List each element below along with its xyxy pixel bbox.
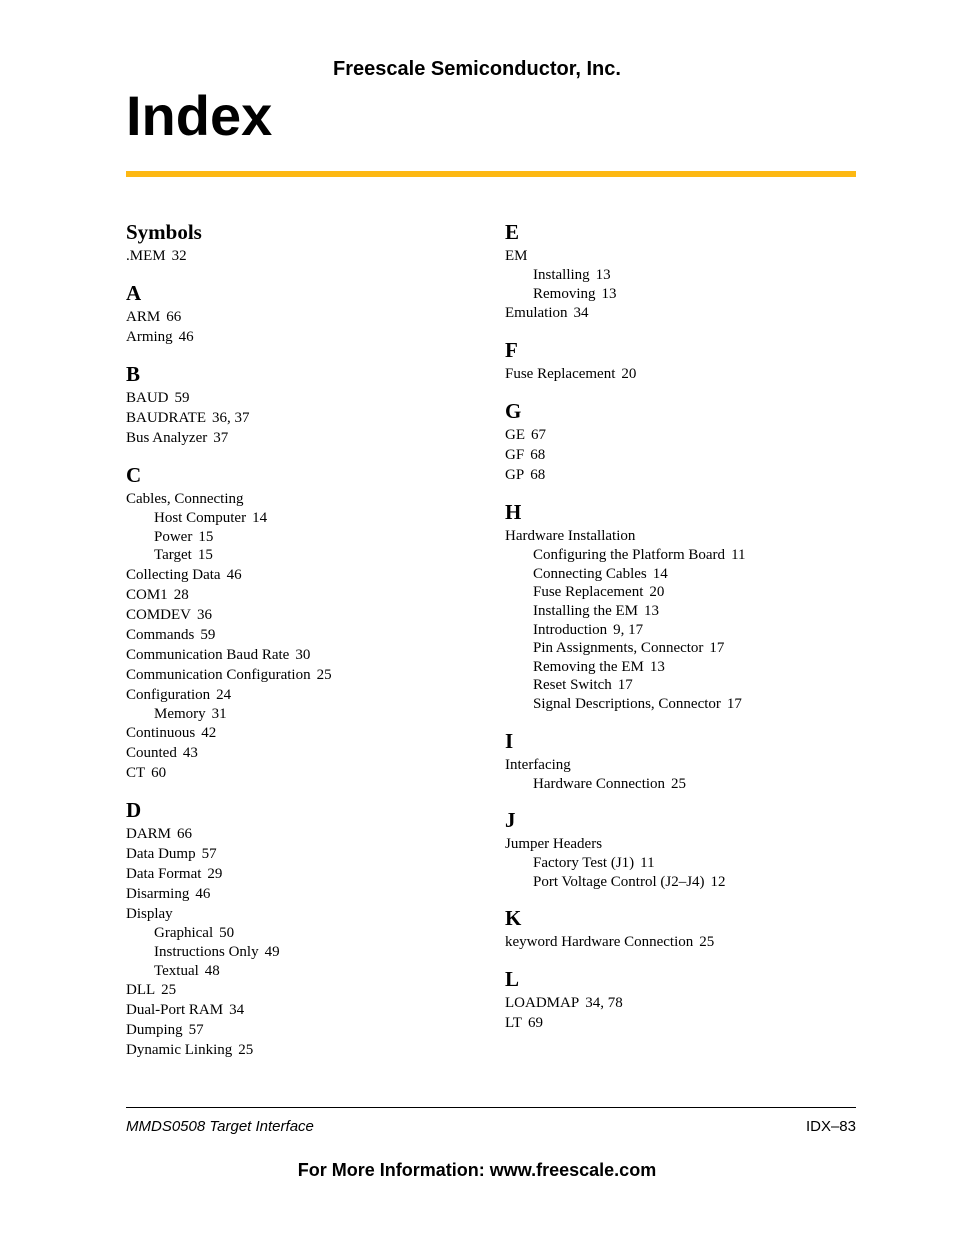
index-entry — [126, 665, 486, 685]
entry-pages: 68 — [530, 467, 546, 484]
subentry-term: Memory — [154, 705, 206, 722]
entry-term: Disarming — [126, 886, 190, 903]
page-title: Index — [126, 84, 273, 147]
subentry-term: Introduction — [533, 621, 608, 638]
index-entry — [126, 685, 486, 705]
section-letter: Symbols — [126, 220, 202, 244]
index-entry — [505, 246, 865, 266]
entry-term: ARM — [126, 309, 161, 325]
entry-term: Arming — [126, 329, 173, 345]
subentry-term: Power — [154, 528, 193, 545]
subentry-pages: 11 — [640, 855, 655, 872]
entry-term: Fuse Replacement — [505, 366, 616, 383]
index-entry — [505, 755, 865, 775]
subentry-term: Signal Descriptions, Connector — [533, 695, 721, 712]
entry-term: Hardware Installation — [505, 528, 636, 545]
more-info-banner: For More Information: www.freescale.com — [297, 1160, 657, 1180]
index-entry — [126, 327, 486, 347]
entry-pages: 67 — [531, 427, 546, 444]
subentry-pages: 49 — [264, 943, 280, 960]
index-entry — [126, 723, 486, 743]
index-subentry — [126, 528, 486, 547]
entry-pages: 24 — [216, 686, 232, 703]
company-banner: Freescale Semiconductor, Inc. — [333, 58, 621, 80]
footer-page-number: IDX–83 — [805, 1118, 856, 1135]
index-subentry — [505, 658, 865, 677]
entry-pages: 25 — [161, 982, 177, 999]
entry-term: Counted — [126, 745, 177, 762]
index-entry — [126, 763, 486, 783]
entry-term: .MEM — [126, 248, 166, 264]
subentry-pages: 17 — [726, 695, 742, 712]
index-subentry — [126, 509, 486, 528]
index-section — [126, 463, 486, 783]
entry-term: keyword Hardware Connection — [505, 934, 694, 951]
index-subentry — [505, 873, 865, 892]
index-entry — [505, 834, 865, 854]
index-section — [505, 729, 865, 794]
index-section — [505, 967, 865, 1033]
entry-pages: 25 — [238, 1042, 254, 1059]
section-letter: B — [126, 362, 141, 386]
entry-pages: 66 — [177, 826, 193, 843]
index-entry — [505, 364, 865, 384]
index-column-right — [505, 220, 865, 1048]
entry-pages: 69 — [527, 1015, 543, 1032]
index-section — [505, 500, 865, 713]
entry-term: COM1 — [126, 586, 168, 603]
subentry-pages: 15 — [197, 547, 213, 564]
index-section — [126, 220, 486, 266]
index-section — [505, 808, 865, 891]
index-entry — [126, 645, 486, 665]
subentry-term: Fuse Replacement — [533, 584, 644, 601]
entry-term: Dual-Port RAM — [126, 1002, 224, 1019]
subentry-term: Host Computer — [154, 510, 247, 526]
entry-term: Interfacing — [505, 756, 571, 773]
entry-pages: 34 — [229, 1002, 245, 1019]
subentry-term: Installing the EM — [533, 602, 638, 619]
entry-pages: 59 — [200, 626, 216, 643]
entry-pages: 30 — [295, 646, 311, 663]
section-letter: A — [126, 281, 142, 305]
index-subentry — [126, 924, 486, 943]
index-subentry — [126, 943, 486, 962]
subentry-term: Instructions Only — [154, 943, 259, 960]
index-entry — [505, 465, 865, 485]
index-subentry — [505, 583, 865, 602]
index-section — [126, 281, 486, 347]
entry-term: Communication Baud Rate — [126, 646, 290, 663]
entry-pages: 34, 78 — [585, 995, 623, 1012]
subentry-term: Factory Test (J1) — [533, 855, 635, 872]
section-letter: I — [505, 728, 514, 753]
index-section — [126, 362, 486, 448]
entry-pages: 57 — [201, 846, 217, 863]
entry-term: COMDEV — [126, 606, 192, 623]
section-letter: D — [126, 798, 142, 823]
index-entry — [505, 1013, 865, 1033]
subentry-pages: 48 — [204, 962, 220, 979]
subentry-pages: 50 — [219, 925, 235, 942]
index-entry — [126, 428, 486, 448]
index-entry — [126, 625, 486, 645]
index-subentry — [505, 621, 865, 640]
entry-term: GF — [505, 447, 525, 464]
subentry-pages: 13 — [644, 602, 659, 619]
index-entry — [505, 932, 865, 952]
index-entry — [505, 425, 865, 445]
entry-term: Dumping — [126, 1022, 183, 1039]
subentry-pages: 11 — [731, 547, 746, 564]
subentry-pages: 13 — [601, 285, 617, 302]
footer-rule — [126, 1107, 856, 1108]
index-section — [505, 220, 865, 323]
subentry-pages: 12 — [710, 873, 726, 890]
entry-term: Configuration — [126, 686, 211, 703]
entry-term: Continuous — [126, 725, 196, 742]
entry-pages: 32 — [171, 248, 187, 264]
entry-term: LT — [505, 1015, 522, 1032]
index-subentry — [505, 266, 865, 285]
entry-pages: 37 — [213, 430, 229, 446]
subentry-pages: 9, 17 — [613, 621, 644, 638]
index-entry — [505, 993, 865, 1013]
index-subentry — [505, 546, 865, 565]
index-entry — [126, 565, 486, 585]
subentry-term: Graphical — [154, 925, 214, 942]
section-letter: L — [505, 967, 520, 992]
index-entry — [505, 303, 865, 323]
subentry-term: Removing the EM — [533, 658, 644, 675]
entry-pages: 66 — [166, 309, 182, 325]
entry-pages: 28 — [173, 586, 189, 603]
subentry-term: Port Voltage Control (J2–J4) — [533, 873, 705, 890]
entry-term: Display — [126, 906, 173, 923]
index-entry — [126, 824, 486, 844]
subentry-term: Textual — [154, 962, 199, 979]
index-subentry — [126, 546, 486, 565]
entry-term: BAUDRATE — [126, 410, 207, 426]
subentry-term: Hardware Connection — [533, 775, 666, 792]
subentry-pages: 17 — [709, 640, 725, 657]
entry-term: Collecting Data — [126, 566, 221, 583]
subentry-pages: 14 — [252, 510, 268, 526]
entry-pages: 60 — [151, 765, 167, 782]
entry-pages: 42 — [201, 725, 217, 742]
section-letter: F — [505, 338, 518, 363]
index-entry — [126, 1040, 486, 1060]
entry-term: Communication Configuration — [126, 666, 311, 683]
subentry-pages: 17 — [617, 677, 633, 694]
section-letter: C — [126, 463, 142, 487]
index-section — [505, 338, 865, 384]
index-entry — [126, 884, 486, 904]
section-letter: G — [505, 399, 522, 424]
footer-doc-title: MMDS0508 Target Interface — [126, 1118, 314, 1135]
index-subentry — [505, 676, 865, 695]
entry-term: DLL — [126, 982, 156, 999]
index-entry — [126, 246, 486, 266]
index-entry — [126, 743, 486, 763]
index-subentry — [505, 285, 865, 304]
entry-term: Jumper Headers — [505, 836, 603, 853]
section-letter: K — [505, 906, 522, 931]
subentry-pages: 13 — [649, 658, 665, 675]
entry-pages: 46 — [226, 566, 242, 583]
entry-pages: 68 — [530, 447, 546, 464]
index-subentry — [126, 705, 486, 724]
entry-term: Dynamic Linking — [126, 1042, 233, 1059]
index-entry — [126, 605, 486, 625]
index-column-left — [126, 220, 486, 1075]
index-entry — [505, 526, 865, 546]
entry-term: Bus Analyzer — [126, 430, 208, 446]
index-section — [505, 399, 865, 485]
subentry-pages: 15 — [198, 528, 214, 545]
entry-pages: 36 — [197, 606, 213, 623]
index-subentry — [126, 962, 486, 981]
entry-pages: 57 — [188, 1022, 204, 1039]
entry-term: GE — [505, 427, 525, 444]
index-entry — [126, 1000, 486, 1020]
subentry-term: Reset Switch — [533, 677, 612, 694]
index-entry — [126, 844, 486, 864]
subentry-term: Configuring the Platform Board — [533, 547, 726, 564]
index-entry — [505, 445, 865, 465]
subentry-term: Target — [154, 547, 192, 564]
index-subentry — [505, 695, 865, 714]
entry-pages: 59 — [174, 390, 190, 406]
entry-term: Cables, Connecting — [126, 491, 244, 507]
section-letter: H — [505, 500, 522, 525]
section-letter: E — [505, 220, 520, 244]
index-entry — [126, 489, 486, 509]
index-entry — [126, 980, 486, 1000]
entry-term: Commands — [126, 626, 195, 643]
entry-term: BAUD — [126, 390, 169, 406]
entry-pages: 29 — [207, 866, 223, 883]
section-letter: J — [505, 808, 516, 833]
index-entry — [126, 864, 486, 884]
entry-pages: 43 — [182, 745, 198, 762]
entry-pages: 25 — [316, 666, 332, 683]
subentry-pages: 25 — [671, 775, 687, 792]
subentry-pages: 20 — [649, 584, 665, 601]
entry-pages: 34 — [573, 305, 589, 322]
entry-term: CT — [126, 765, 146, 782]
index-entry — [126, 408, 486, 428]
entry-term: LOADMAP — [505, 995, 580, 1012]
index-entry — [126, 904, 486, 924]
index-entry — [126, 585, 486, 605]
index-subentry — [505, 854, 865, 873]
subentry-term: Removing — [533, 285, 596, 302]
title-rule — [126, 171, 856, 177]
index-subentry — [505, 602, 865, 621]
entry-pages: 25 — [699, 934, 715, 951]
index-entry — [126, 388, 486, 408]
subentry-term: Installing — [533, 267, 590, 283]
entry-term: Emulation — [505, 305, 568, 322]
subentry-pages: 13 — [595, 267, 611, 283]
subentry-term: Pin Assignments, Connector — [533, 640, 704, 657]
index-entry — [126, 1020, 486, 1040]
subentry-pages: 31 — [211, 705, 227, 722]
subentry-pages: 14 — [652, 565, 668, 582]
entry-term: DARM — [126, 826, 172, 843]
index-subentry — [505, 639, 865, 658]
index-subentry — [505, 565, 865, 584]
index-subentry — [505, 775, 865, 794]
index-entry — [126, 307, 486, 327]
entry-term: Data Dump — [126, 846, 196, 863]
entry-term: EM — [505, 248, 528, 264]
entry-pages: 20 — [621, 366, 637, 383]
entry-term: Data Format — [126, 866, 202, 883]
index-section — [505, 906, 865, 952]
entry-pages: 36, 37 — [212, 410, 250, 426]
index-section — [126, 798, 486, 1060]
entry-pages: 46 — [178, 329, 194, 345]
subentry-term: Connecting Cables — [533, 565, 647, 582]
entry-term: GP — [505, 467, 525, 484]
entry-pages: 46 — [195, 886, 211, 903]
